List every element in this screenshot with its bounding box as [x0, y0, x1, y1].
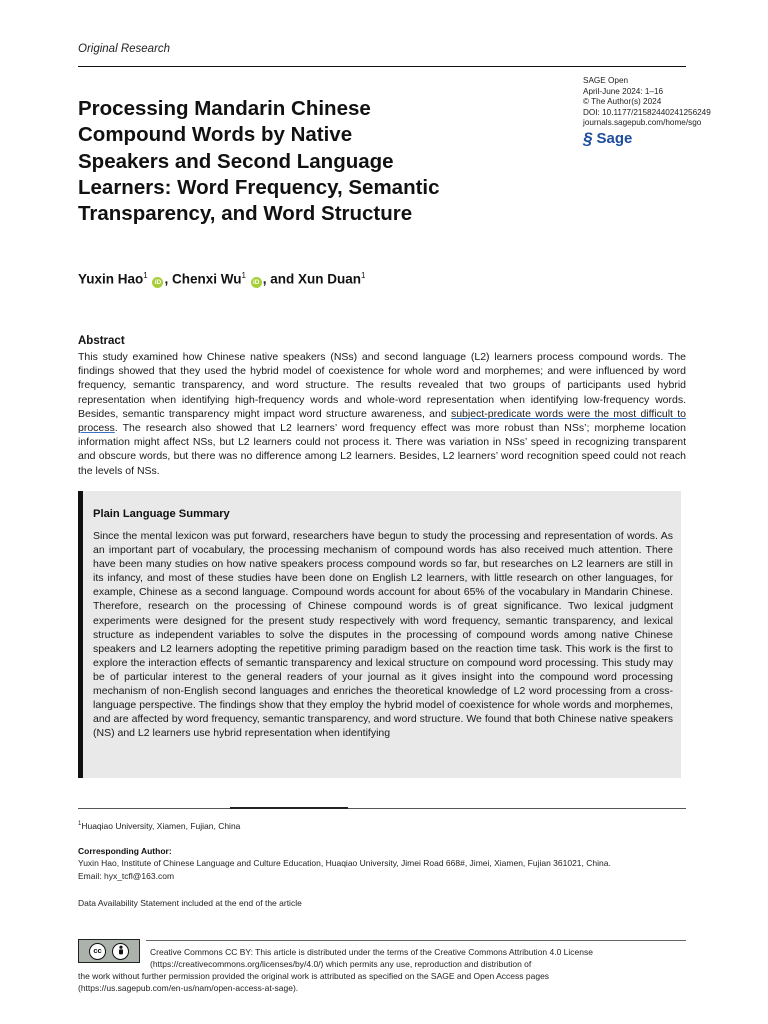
abstract-heading: Abstract	[78, 335, 125, 347]
abstract-highlight: subject-predicate words were the most difficult to process	[78, 407, 686, 435]
affiliation-text: Huaqiao University, Xiamen, Fujian, China	[81, 821, 241, 831]
corresponding-author-heading: Corresponding Author:	[78, 846, 172, 856]
cc-by-license-badge[interactable]	[78, 939, 140, 963]
journal-issue: April-June 2024: 1–16	[583, 86, 664, 96]
sage-s-icon: §	[583, 129, 593, 148]
journal-name: SAGE Open	[583, 76, 629, 85]
section-label: Original Research	[78, 43, 171, 55]
person-icon	[116, 945, 126, 957]
license-link-line[interactable]: (https://us.sagepub.com/en-us/nam/open-access-at-sage).	[78, 983, 299, 993]
license-line: Creative Commons CC BY: This article is distributed under the terms of the Creative Commons Attribution 4.0 License	[150, 947, 593, 957]
author-separator: ,	[262, 271, 271, 287]
corresponding-author-address: Yuxin Hao, Institute of Chinese Language and Culture Education, Huaqiao University, Jimei Road 668#, Jimei, Xiamen, Fujian 361021, China.	[78, 858, 611, 868]
affiliation-marker: 1	[78, 821, 82, 828]
cc-icon: cc	[89, 943, 106, 960]
journal-meta	[583, 76, 711, 129]
abstract-text: . The research also showed that L2 learners’ word frequency effect was more robust than NSs’; morpheme location information might affect NSs, but L2 learners could not process it. There was variation in NSs’ speed in recognizing transparent and obscure words, but there was no difference among L2 learners. Besides, L2 learners’ word recognition speed could not reach the levels of NSs.	[78, 422, 686, 477]
author-list	[78, 271, 365, 288]
sage-logo-text: Sage	[596, 130, 633, 147]
abstract-text: This study examined how Chinese native speakers (NSs) and second language (L2) learners process compound words. The findings showed that they used the hybrid model of coexistence for whole word and morphemes; and were influenced by word frequency, semantic transparency, and word structure. The results revealed that two groups of participants used hybrid representation when identifying high-frequency words and whole-word representation when identifying low-frequency words. Besides, semantic transparency might impact word structure awareness, and	[78, 351, 686, 420]
corresponding-author-email[interactable]: Email: hyx_tcfl@163.com	[78, 871, 175, 881]
affiliation-marker: 1	[143, 271, 148, 280]
data-availability-note: Data Availability Statement included at the end of the article	[78, 898, 302, 908]
title-line: Processing Mandarin Chinese	[78, 97, 371, 120]
journal-url-link[interactable]: journals.sagepub.com/home/sgo	[583, 118, 702, 127]
doi-link[interactable]: DOI: 10.1177/21582440241256249	[583, 107, 711, 117]
summary-heading: Plain Language Summary	[93, 508, 230, 520]
summary-body: Since the mental lexicon was put forward, researchers have begun to study the processing and representation of words. As an important part of vocabulary, the processing mechanism of compound words has also received much attention. There have been many studies on how native speakers process compound words so far, but researches on L2 learners are still in its infancy, and most of these studies have been done on English L2 learners, with little research on other languages, for example, Chinese as a second language. Compound words account for about 65% of the vocabulary in Mandarin Chinese. Therefore, research on the processing of Chinese compound words is of great significance. Two lexical judgment experiments were designed for the present study respectively with word frequency, semantic transparency, and lexical structure as independent variables to solve the disputes in the processing of compound words among native Chinese speakers and L2 learners adopting the repetitive priming paradigm based on the reaction time task. This work is the first to explore the interaction effects of semantic transparency and lexical structure on compound word processing. This study may be of particular interest to the general readers of your journal as it gives insight into the compound word processing mechanism of non-English second languages and enriches the theoretical knowledge of L2 word processing from a cross-language perspective. The findings show that they employ the hybrid model of coexistence for whole words and morphemes, and are affected by word frequency, semantic transparency, and word structure. We found that both Chinese native speakers (NS) and L2 learners use hybrid representation when identifying	[93, 530, 673, 740]
plain-language-summary	[78, 491, 681, 778]
affiliation-marker: 1	[241, 271, 246, 280]
by-person-icon	[112, 943, 129, 960]
abstract-body	[78, 350, 686, 478]
footnote-divider	[78, 808, 686, 809]
title-line: Transparency, and Word Structure	[78, 202, 413, 226]
author-name[interactable]: Chenxi Wu	[172, 271, 242, 287]
header-divider	[78, 66, 686, 67]
footnote-divider-accent	[230, 807, 348, 809]
author-name[interactable]: Yuxin Hao	[78, 271, 144, 287]
affiliation-footnote	[78, 821, 240, 831]
sage-logo[interactable]	[583, 130, 632, 147]
author-name[interactable]: and Xun Duan	[270, 271, 361, 287]
copyright-notice: © The Author(s) 2024	[583, 97, 662, 106]
affiliation-marker: 1	[361, 271, 366, 280]
article-title	[78, 96, 518, 227]
author-separator: ,	[164, 271, 172, 287]
orcid-icon[interactable]: iD	[251, 277, 262, 288]
license-divider	[146, 940, 686, 941]
title-line: Learners: Word Frequency, Semantic	[78, 175, 440, 199]
license-line: the work without further permission provided the original work is attributed as specified on the SAGE and Open Access pages	[78, 971, 550, 981]
license-link-line[interactable]: (https://creativecommons.org/licenses/by/4.0/) which permits any use, reproduction and distribution of	[150, 959, 532, 969]
orcid-icon[interactable]: iD	[152, 277, 163, 288]
title-line: Compound Words by Native	[78, 123, 353, 147]
title-line: Speakers and Second Language	[78, 149, 394, 173]
